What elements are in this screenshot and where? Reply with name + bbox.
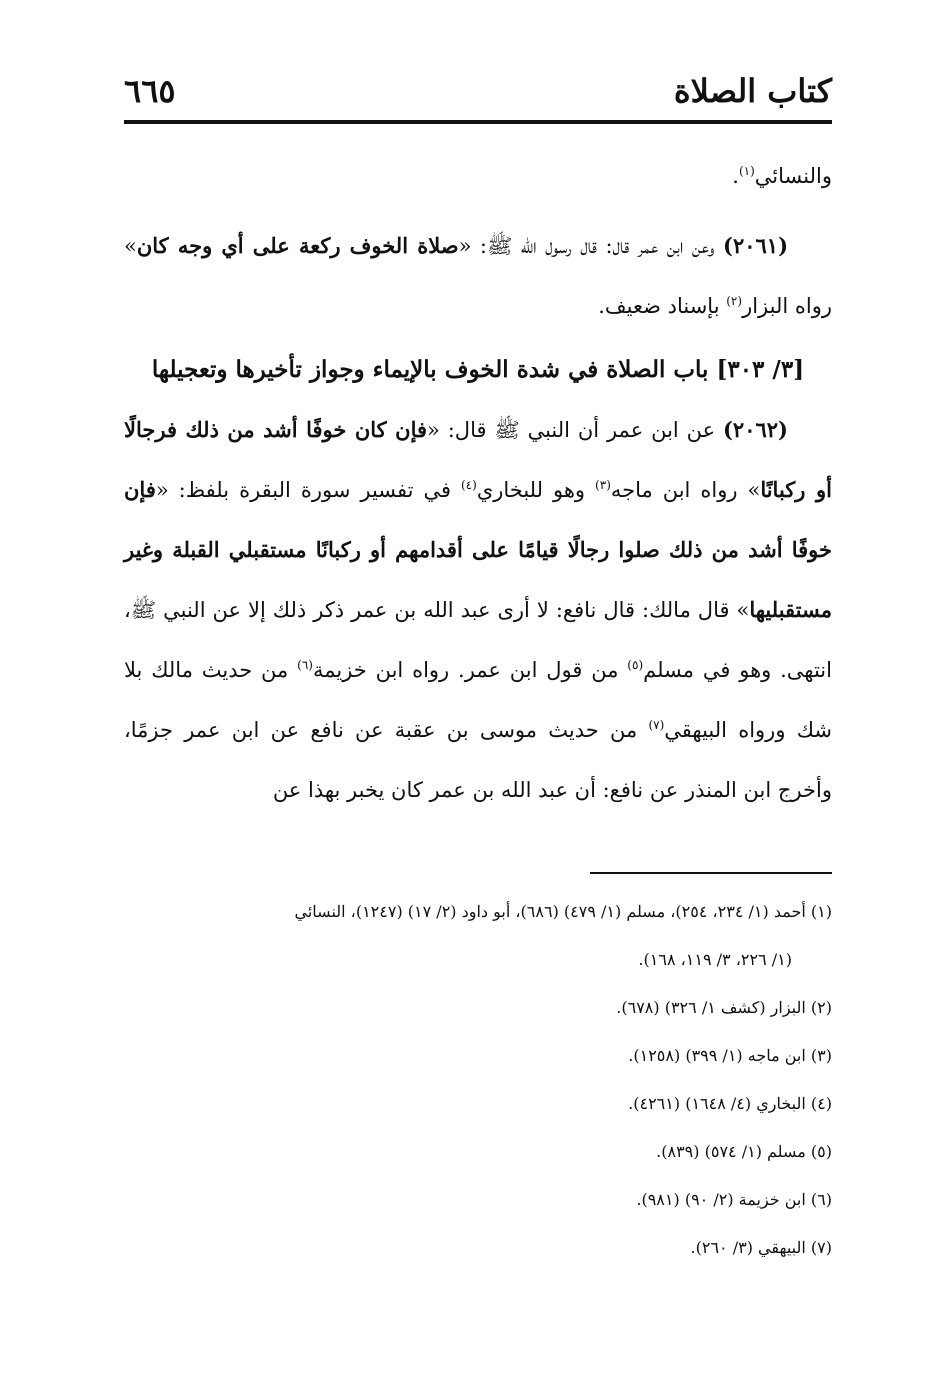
hadith-2062 [124,400,832,820]
hadith-2061 [124,216,832,336]
hadith-number: (٢٠٦١) [723,233,788,258]
text: من قول ابن عمر. رواه ابن خزيمة [312,658,628,682]
footnote-ref: (٣) [595,478,611,492]
text: والنسائي [754,164,832,188]
text: . [732,164,739,188]
footnote-separator [590,872,832,874]
paragraph-continuation [124,146,832,206]
footnote-7: (٧) البيهقي (٣/ ٢٦٠). [690,1238,832,1257]
text: بإسناد ضعيف. [598,294,727,318]
text: في تفسير سورة البقرة بلفظ: « [155,478,461,502]
header-rule [124,120,832,124]
text: » رواه ابن ماجه [610,478,761,502]
text: من حديث مالك بلا شك ورواه البيهقي [124,658,832,742]
footnote-ref: (٢) [726,294,743,308]
footnote-1-continuation: (١/ ٢٢٦، ٣/ ١١٩، ١٦٨). [638,950,792,969]
hadith-quote: صلاة الخوف ركعة على أي وجه كان [136,233,459,258]
footnote-1: (١) أحمد (١/ ٢٣٤، ٢٥٤)، مسلم (١/ ٤٧٩) (٦٨٦)، أبو داود (٢/ ١٧) (١٢٤٧)، النسائي [294,902,832,921]
text: عن ابن عمر أن النبي ﷺ قال: « [427,418,716,442]
footnote-ref: (٤) [460,478,477,492]
text: » رواه البزار [124,234,832,318]
footnote-ref: (٦) [297,658,313,672]
footnote-ref: (٥) [627,658,644,672]
footnote-2: (٢) البزار (كشف ١/ ٣٢٦) (٦٧٨). [616,998,832,1017]
hadith-number: (٢٠٦٢) [722,417,788,442]
chapter-heading: [٣/ ٣٠٣] باب الصلاة في شدة الخوف بالإيماء وجواز تأخيرها وتعجيلها [151,356,805,383]
text: من حديث موسى بن عقبة عن نافع عن ابن عمر جزمًا، وأخرج ابن المنذر عن نافع: أن عبد الله بن عمر كان يخبر بهذا عن [124,718,832,802]
footnote-3: (٣) ابن ماجه (١/ ٣٩٩) (١٢٥٨). [628,1046,832,1065]
text: وهو للبخاري [476,478,596,502]
main-text [124,146,832,820]
hadith-quote: فإن كان خوفًا أشد من ذلك فرجالًا أو ركبانًا [124,417,833,502]
footnotes [124,888,832,1272]
text: » قال مالك: قال نافع: لا أرى عبد الله بن عمر ذكر ذلك إلا عن النبي ﷺ، انتهى. وهو في مسلم [124,598,832,682]
page-number: ٦٦٥ [124,72,176,110]
page-header [124,62,832,120]
footnote-ref: (١) [738,164,755,178]
footnote-4: (٤) البخاري (٤/ ١٦٤٨) (٤٢٦١). [628,1094,832,1113]
footnote-5: (٥) مسلم (١/ ٥٧٤) (٨٣٩). [656,1142,832,1161]
footnote-6: (٦) ابن خزيمة (٢/ ٩٠) (٩٨١). [636,1190,832,1209]
book-title: كتاب الصلاة [673,72,832,110]
hadith-quote: فإن خوفًا أشد من ذلك صلوا رجالًا قيامًا على أقدامهم أو ركبانًا مستقبلي القبلة وغير مستقبليها [124,477,832,622]
text: وعن ابن عمر قال: قال رسول الله ﷺ: « [458,234,715,258]
footnote-ref: (٧) [648,718,665,732]
